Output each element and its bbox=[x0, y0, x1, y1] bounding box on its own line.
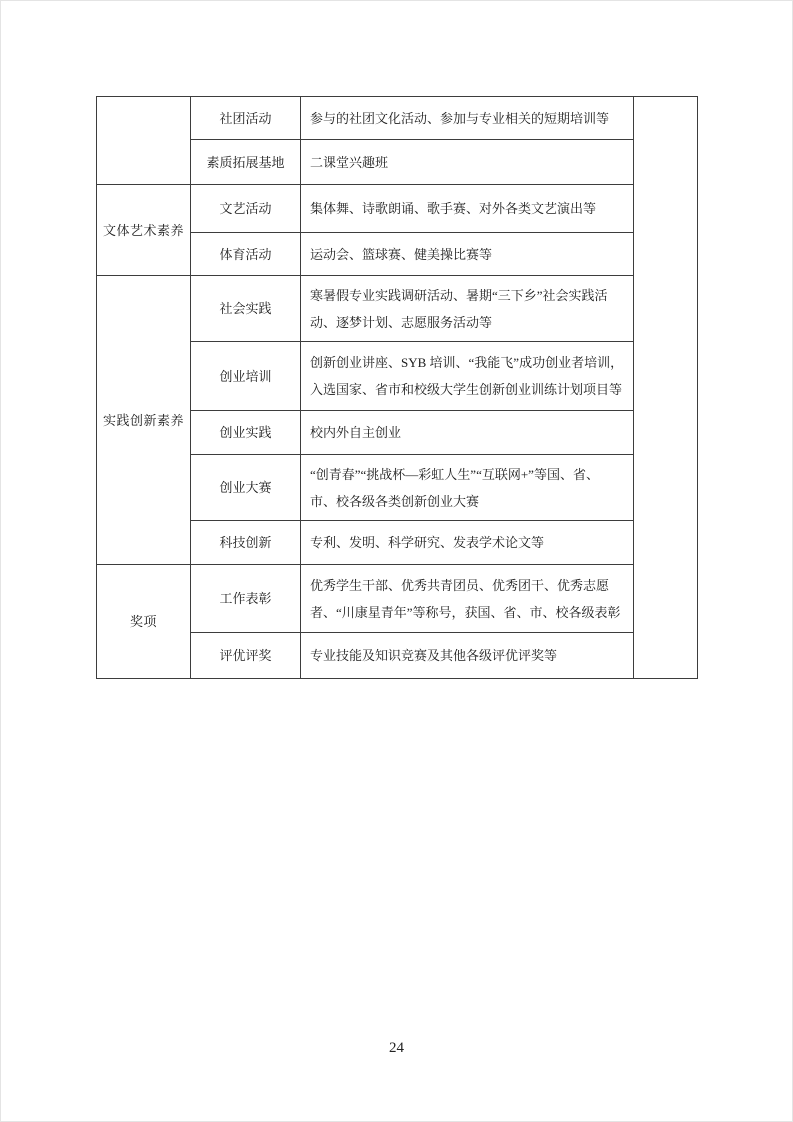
content-cell: 集体舞、诗歌朗诵、歌手赛、对外各类文艺演出等 bbox=[301, 185, 634, 233]
content-cell: 创新创业讲座、SYB 培训、“我能飞”成功创业者培训，入选国家、省市和校级大学生创新创业训练计划项目等 bbox=[301, 342, 634, 411]
subcategory-cell: 创业实践 bbox=[191, 411, 301, 455]
group-label-cell-continued bbox=[97, 97, 191, 185]
content-cell: 优秀学生干部、优秀共青团员、优秀团干、优秀志愿者、“川康星青年”等称号，获国、省、市、校各级表彰 bbox=[301, 565, 634, 633]
page-number: 24 bbox=[389, 1040, 404, 1056]
subcategory-cell: 创业培训 bbox=[191, 342, 301, 411]
table-row bbox=[97, 565, 698, 633]
subcategory-cell: 评优评奖 bbox=[191, 633, 301, 679]
content-cell: “创青春”“挑战杯—彩虹人生”“互联网+”等国、省、市、校各级各类创新创业大赛 bbox=[301, 455, 634, 521]
group-label-cell-practice-innovation: 实践创新素养 bbox=[97, 276, 191, 565]
subcategory-cell: 工作表彰 bbox=[191, 565, 301, 633]
content-cell: 参与的社团文化活动、参加与专业相关的短期培训等 bbox=[301, 97, 634, 140]
content-cell: 专利、发明、科学研究、发表学术论文等 bbox=[301, 521, 634, 565]
content-cell: 专业技能及知识竞赛及其他各级评优评奖等 bbox=[301, 633, 634, 679]
content-cell: 寒暑假专业实践调研活动、暑期“三下乡”社会实践活动、逐梦计划、志愿服务活动等 bbox=[301, 276, 634, 342]
quality-credit-table bbox=[96, 96, 698, 679]
group-label-cell-arts: 文体艺术素养 bbox=[97, 185, 191, 276]
content-cell: 运动会、篮球赛、健美操比赛等 bbox=[301, 233, 634, 276]
subcategory-cell: 体育活动 bbox=[191, 233, 301, 276]
content-cell: 校内外自主创业 bbox=[301, 411, 634, 455]
table-row bbox=[97, 185, 698, 233]
subcategory-cell: 科技创新 bbox=[191, 521, 301, 565]
subcategory-cell: 创业大赛 bbox=[191, 455, 301, 521]
content-cell: 二课堂兴趣班 bbox=[301, 140, 634, 185]
table-row bbox=[97, 97, 698, 140]
empty-score-column-cell bbox=[634, 97, 698, 679]
table-row bbox=[97, 276, 698, 342]
subcategory-cell: 社团活动 bbox=[191, 97, 301, 140]
subcategory-cell: 文艺活动 bbox=[191, 185, 301, 233]
group-label-cell-awards: 奖项 bbox=[97, 565, 191, 679]
subcategory-cell: 社会实践 bbox=[191, 276, 301, 342]
subcategory-cell: 素质拓展基地 bbox=[191, 140, 301, 185]
